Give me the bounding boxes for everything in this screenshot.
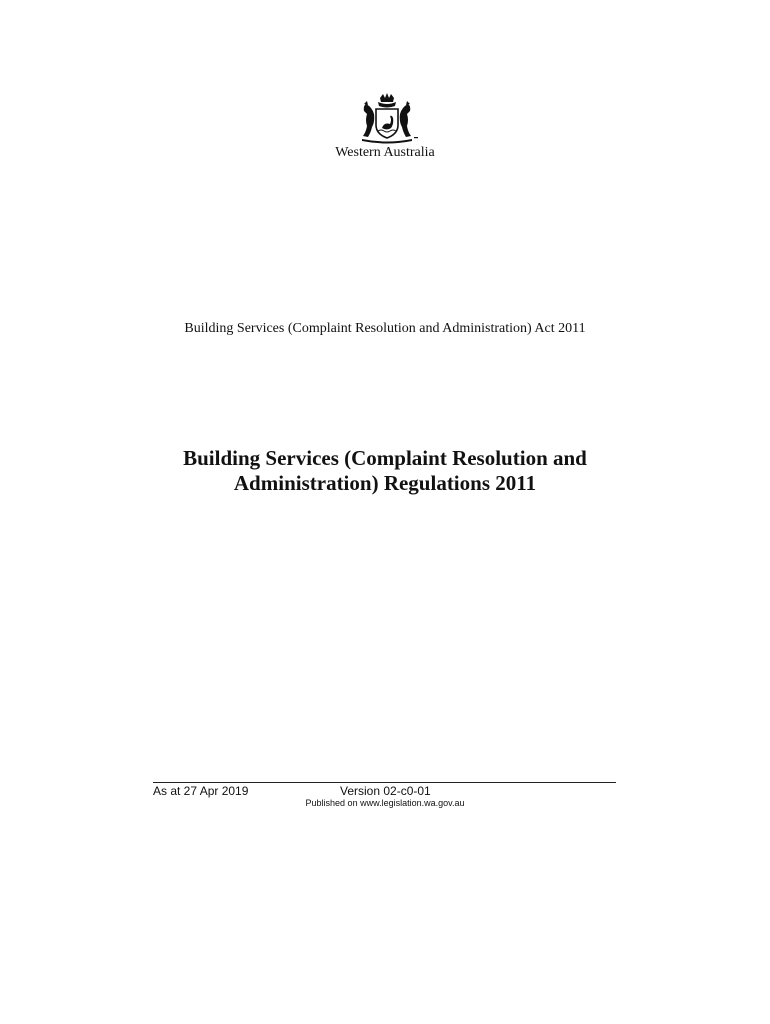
footer-divider: [153, 782, 616, 783]
as-at-date: As at 27 Apr 2019: [153, 784, 249, 798]
document-title-line-2: Administration) Regulations 2011: [233, 471, 537, 495]
jurisdiction-label: Western Australia: [335, 145, 435, 160]
document-title: [0, 446, 770, 496]
parent-act-name: Building Services (Complaint Resolution and Administration) Act 2011: [184, 321, 586, 336]
coat-of-arms-icon: [354, 92, 420, 146]
version-number: Version 02-c0-01: [340, 784, 431, 798]
published-notice: Published on www.legislation.wa.gov.au: [305, 798, 465, 808]
document-title-line-1: Building Services (Complaint Resolution and: [183, 446, 587, 470]
